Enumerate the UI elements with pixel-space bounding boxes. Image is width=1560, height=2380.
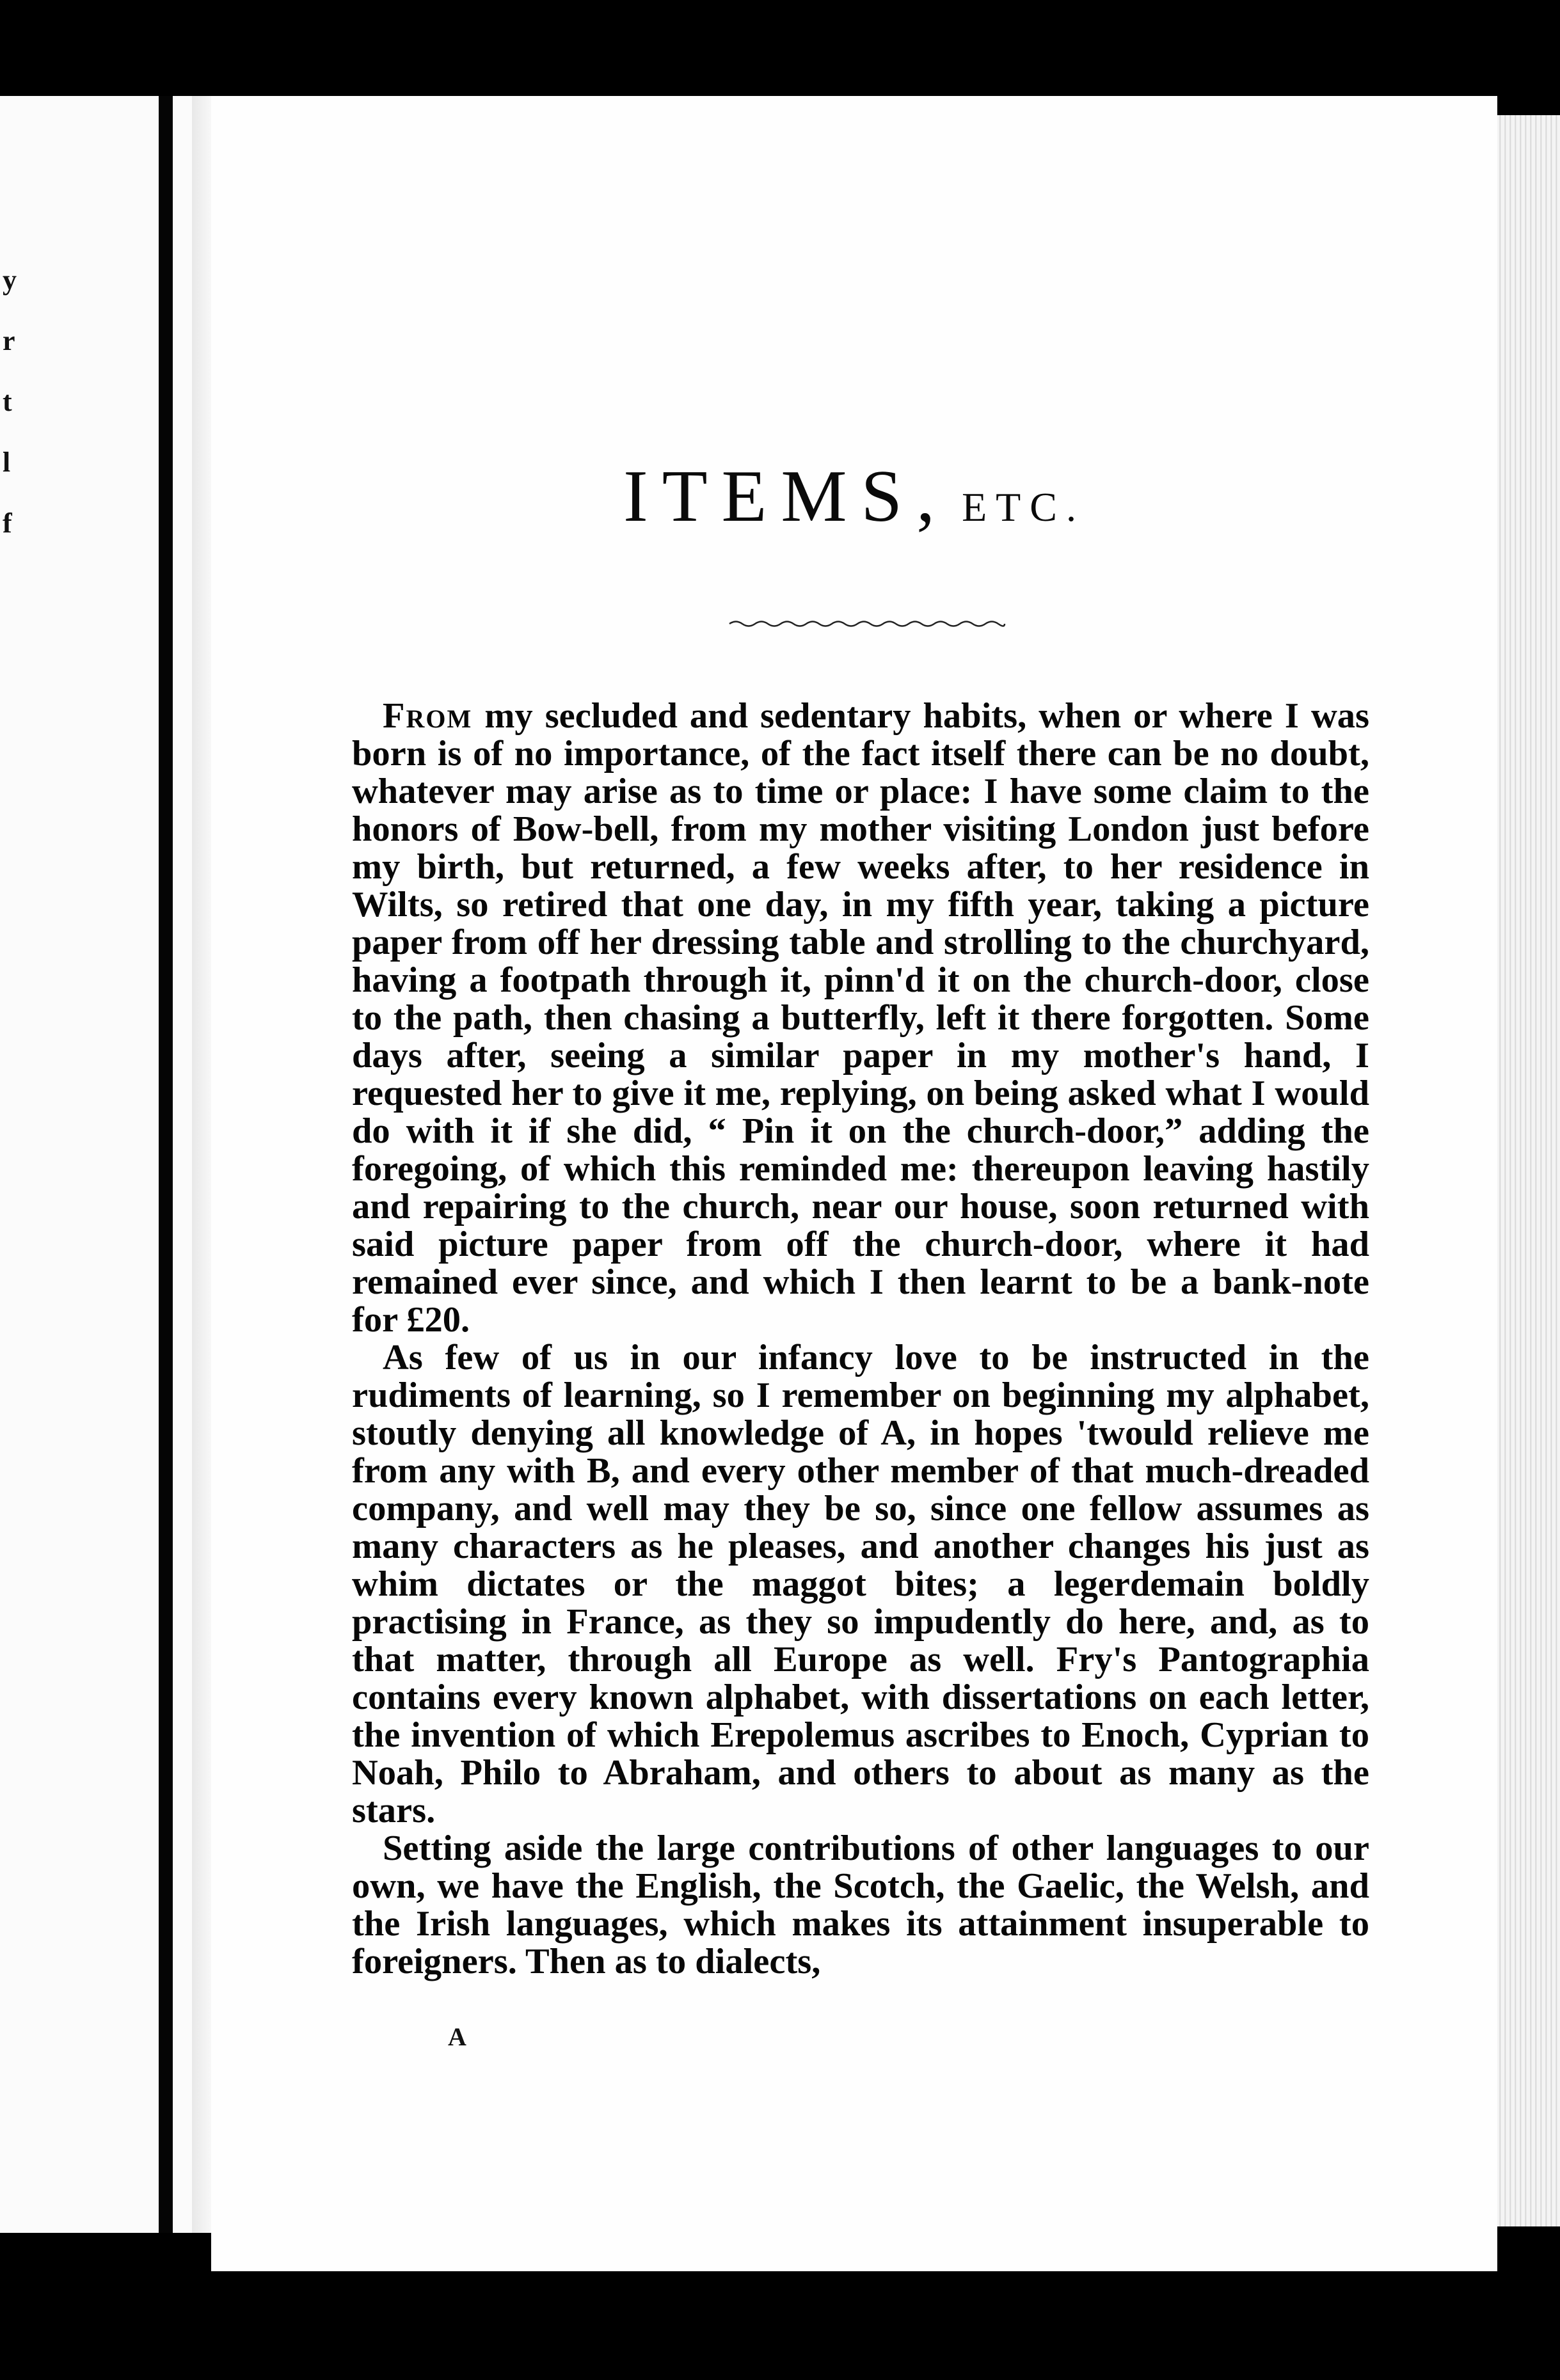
title-main: ITEMS,	[623, 456, 950, 537]
title-suffix: ETC.	[962, 484, 1085, 530]
book-page	[211, 96, 1497, 2271]
paragraph	[352, 1830, 1369, 1981]
edge-letter: y	[3, 264, 17, 296]
paragraph-text: my secluded and sedentary habits, when or where I was born is of no importance, of the fact itself there can be no doubt, whatever may arise as to time or place: I have some claim to the honors of Bow-bell, from my mother visiting London just before my birth, but returned, a few weeks after, to her residence in Wilts, so retired that one day, in my fifth year, taking a picture paper from off her dressing table and strolling to the churchyard, having a footpath through it, pinn'd it on the church-door, close to the path, then chasing a butterfly, left it there forgotten. Some days after, seeing a similar paper in my mother's hand, I requested her to give it me, replying, on being asked what I would do with it if she did, “ Pin it on the church-door,” adding the foregoing, of which this reminded me: thereupon leaving hastily and repairing to the church, near our house, soon returned with said picture paper from off the church-door, where it had remained ever since, and which I then learnt to be a bank-note for £20.	[352, 696, 1369, 1340]
edge-letter: r	[3, 325, 15, 356]
decorative-rule-icon	[723, 614, 1011, 633]
edge-letter: t	[3, 386, 12, 417]
edge-letter: l	[3, 447, 11, 478]
left-page-edge-text	[3, 250, 15, 553]
edge-letter: f	[3, 507, 12, 539]
paragraph-text: As few of us in our infancy love to be instructed in the rudiments of learning, so I remember on beginning my alphabet, stoutly denying all knowledge of A, in hopes 'twould relieve me from any with B, and every other member of that much-dreaded company, and well may they be so, since one fellow assumes as many characters as he pleases, and another changes his just as whim dictates or the maggot bites; a legerdemain boldly practising in France, as they so impudently do here, and, as to that matter, through all Europe as well. Fry's Pantographia contains every known alphabet, with dissertations on each letter, the invention of which Erepolemus ascribes to Enoch, Cyprian to Noah, Philo to Abraham, and others to about as many as the stars.	[352, 1338, 1369, 1830]
paragraph	[352, 1339, 1369, 1830]
body-text	[352, 697, 1369, 1981]
page-title	[211, 454, 1497, 539]
book-spine-line	[159, 96, 173, 2233]
paragraph-text: Setting aside the large contributions of other languages to our own, we have the English, the Scotch, the Gaelic, the Welsh, and the Irish languages, which makes its attainment insuperable to foreigners. Then as to dialects,	[352, 1829, 1369, 1981]
page-edges	[1496, 115, 1560, 2226]
signature-mark: A	[448, 2022, 466, 2051]
paragraph	[352, 697, 1369, 1339]
paragraph-lead: From	[383, 696, 473, 736]
